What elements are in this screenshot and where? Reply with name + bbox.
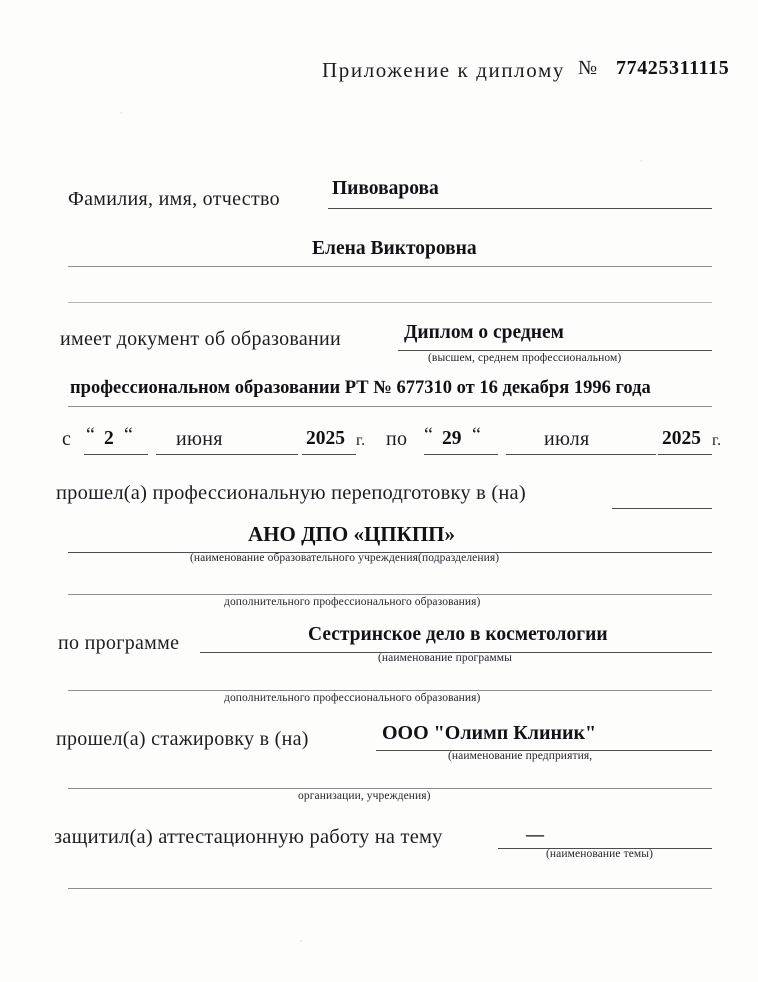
- blank-rule-1: [68, 302, 712, 303]
- internship-label: прошел(а) стажировку в (на): [56, 728, 309, 750]
- full-name-rule-2: [68, 266, 712, 267]
- retraining-rule: [612, 508, 712, 509]
- internship-caption: (наименование предприятия,: [448, 750, 593, 762]
- additional-education-caption-1: дополнительного профессионального образования): [224, 596, 481, 608]
- period-year-from: 2025: [306, 428, 345, 449]
- blank-rule-2: [68, 888, 712, 889]
- organization-caption: организации, учреждения): [298, 790, 431, 802]
- page-title: Приложение к диплому: [322, 58, 565, 82]
- organization-rule: [68, 788, 712, 789]
- additional-rule-2: [68, 690, 712, 691]
- paper-speck: [300, 940, 302, 942]
- period-month-to-rule: [506, 454, 656, 455]
- institution-caption: (наименование образовательного учреждения(подразделения): [190, 552, 500, 564]
- retraining-label: прошел(а) профессиональную переподготовку в (на): [56, 482, 526, 504]
- period-year-from-suffix: г.: [356, 432, 366, 449]
- period-prefix: с: [62, 428, 72, 450]
- period-quote-close-2: “: [472, 424, 482, 446]
- education-document-rule-2: [68, 406, 712, 407]
- internship-value: ООО "Олимп Клиник": [382, 722, 597, 744]
- education-document-label: имеет документ об образовании: [60, 328, 342, 350]
- education-document-rule: [398, 350, 712, 351]
- full-name-label: Фамилия, имя, отчество: [68, 188, 280, 210]
- education-document-line2: профессиональном образовании РТ № 677310 от 16 декабря 1996 года: [70, 378, 651, 398]
- program-value: Сестринское дело в косметологии: [308, 624, 608, 645]
- period-day-to-rule: [424, 454, 498, 455]
- diploma-number: 77425311115: [616, 57, 730, 79]
- period-month-from-rule: [156, 454, 298, 455]
- paper-speck: [120, 112, 122, 114]
- full-name-rule-1: [328, 208, 712, 209]
- additional-rule-1: [68, 594, 712, 595]
- additional-education-caption-2: дополнительного профессионального образования): [224, 692, 481, 704]
- paper-speck: [640, 160, 642, 162]
- period-quote-open-2: “: [424, 424, 434, 446]
- number-symbol: №: [578, 57, 598, 79]
- period-year-from-rule: [302, 454, 356, 455]
- program-label: по программе: [58, 632, 180, 654]
- education-document-caption: (высшем, среднем профессиональном): [428, 352, 622, 364]
- thesis-label: защитил(а) аттестационную работу на тему: [54, 826, 443, 848]
- thesis-caption: (наименование темы): [546, 848, 654, 860]
- period-year-to: 2025: [662, 428, 701, 449]
- period-day-from: 2: [104, 428, 114, 449]
- period-day-to: 29: [442, 428, 462, 449]
- institution-value: АНО ДПО «ЦПКПП»: [248, 522, 456, 546]
- thesis-value: —: [526, 824, 544, 844]
- period-month-from: июня: [176, 428, 223, 450]
- period-day-from-rule: [84, 454, 148, 455]
- period-year-to-rule: [658, 454, 712, 455]
- period-quote-close-1: “: [124, 424, 134, 446]
- program-caption: (наименование программы: [378, 652, 513, 664]
- period-year-to-suffix: г.: [712, 432, 722, 449]
- period-month-to: июля: [544, 428, 590, 450]
- period-middle: по: [386, 428, 408, 450]
- full-name-value-line1: Пивоварова: [332, 178, 439, 199]
- education-document-value: Диплом о среднем: [404, 322, 564, 343]
- full-name-value-line2: Елена Викторовна: [312, 238, 477, 259]
- period-quote-open-1: “: [86, 424, 96, 446]
